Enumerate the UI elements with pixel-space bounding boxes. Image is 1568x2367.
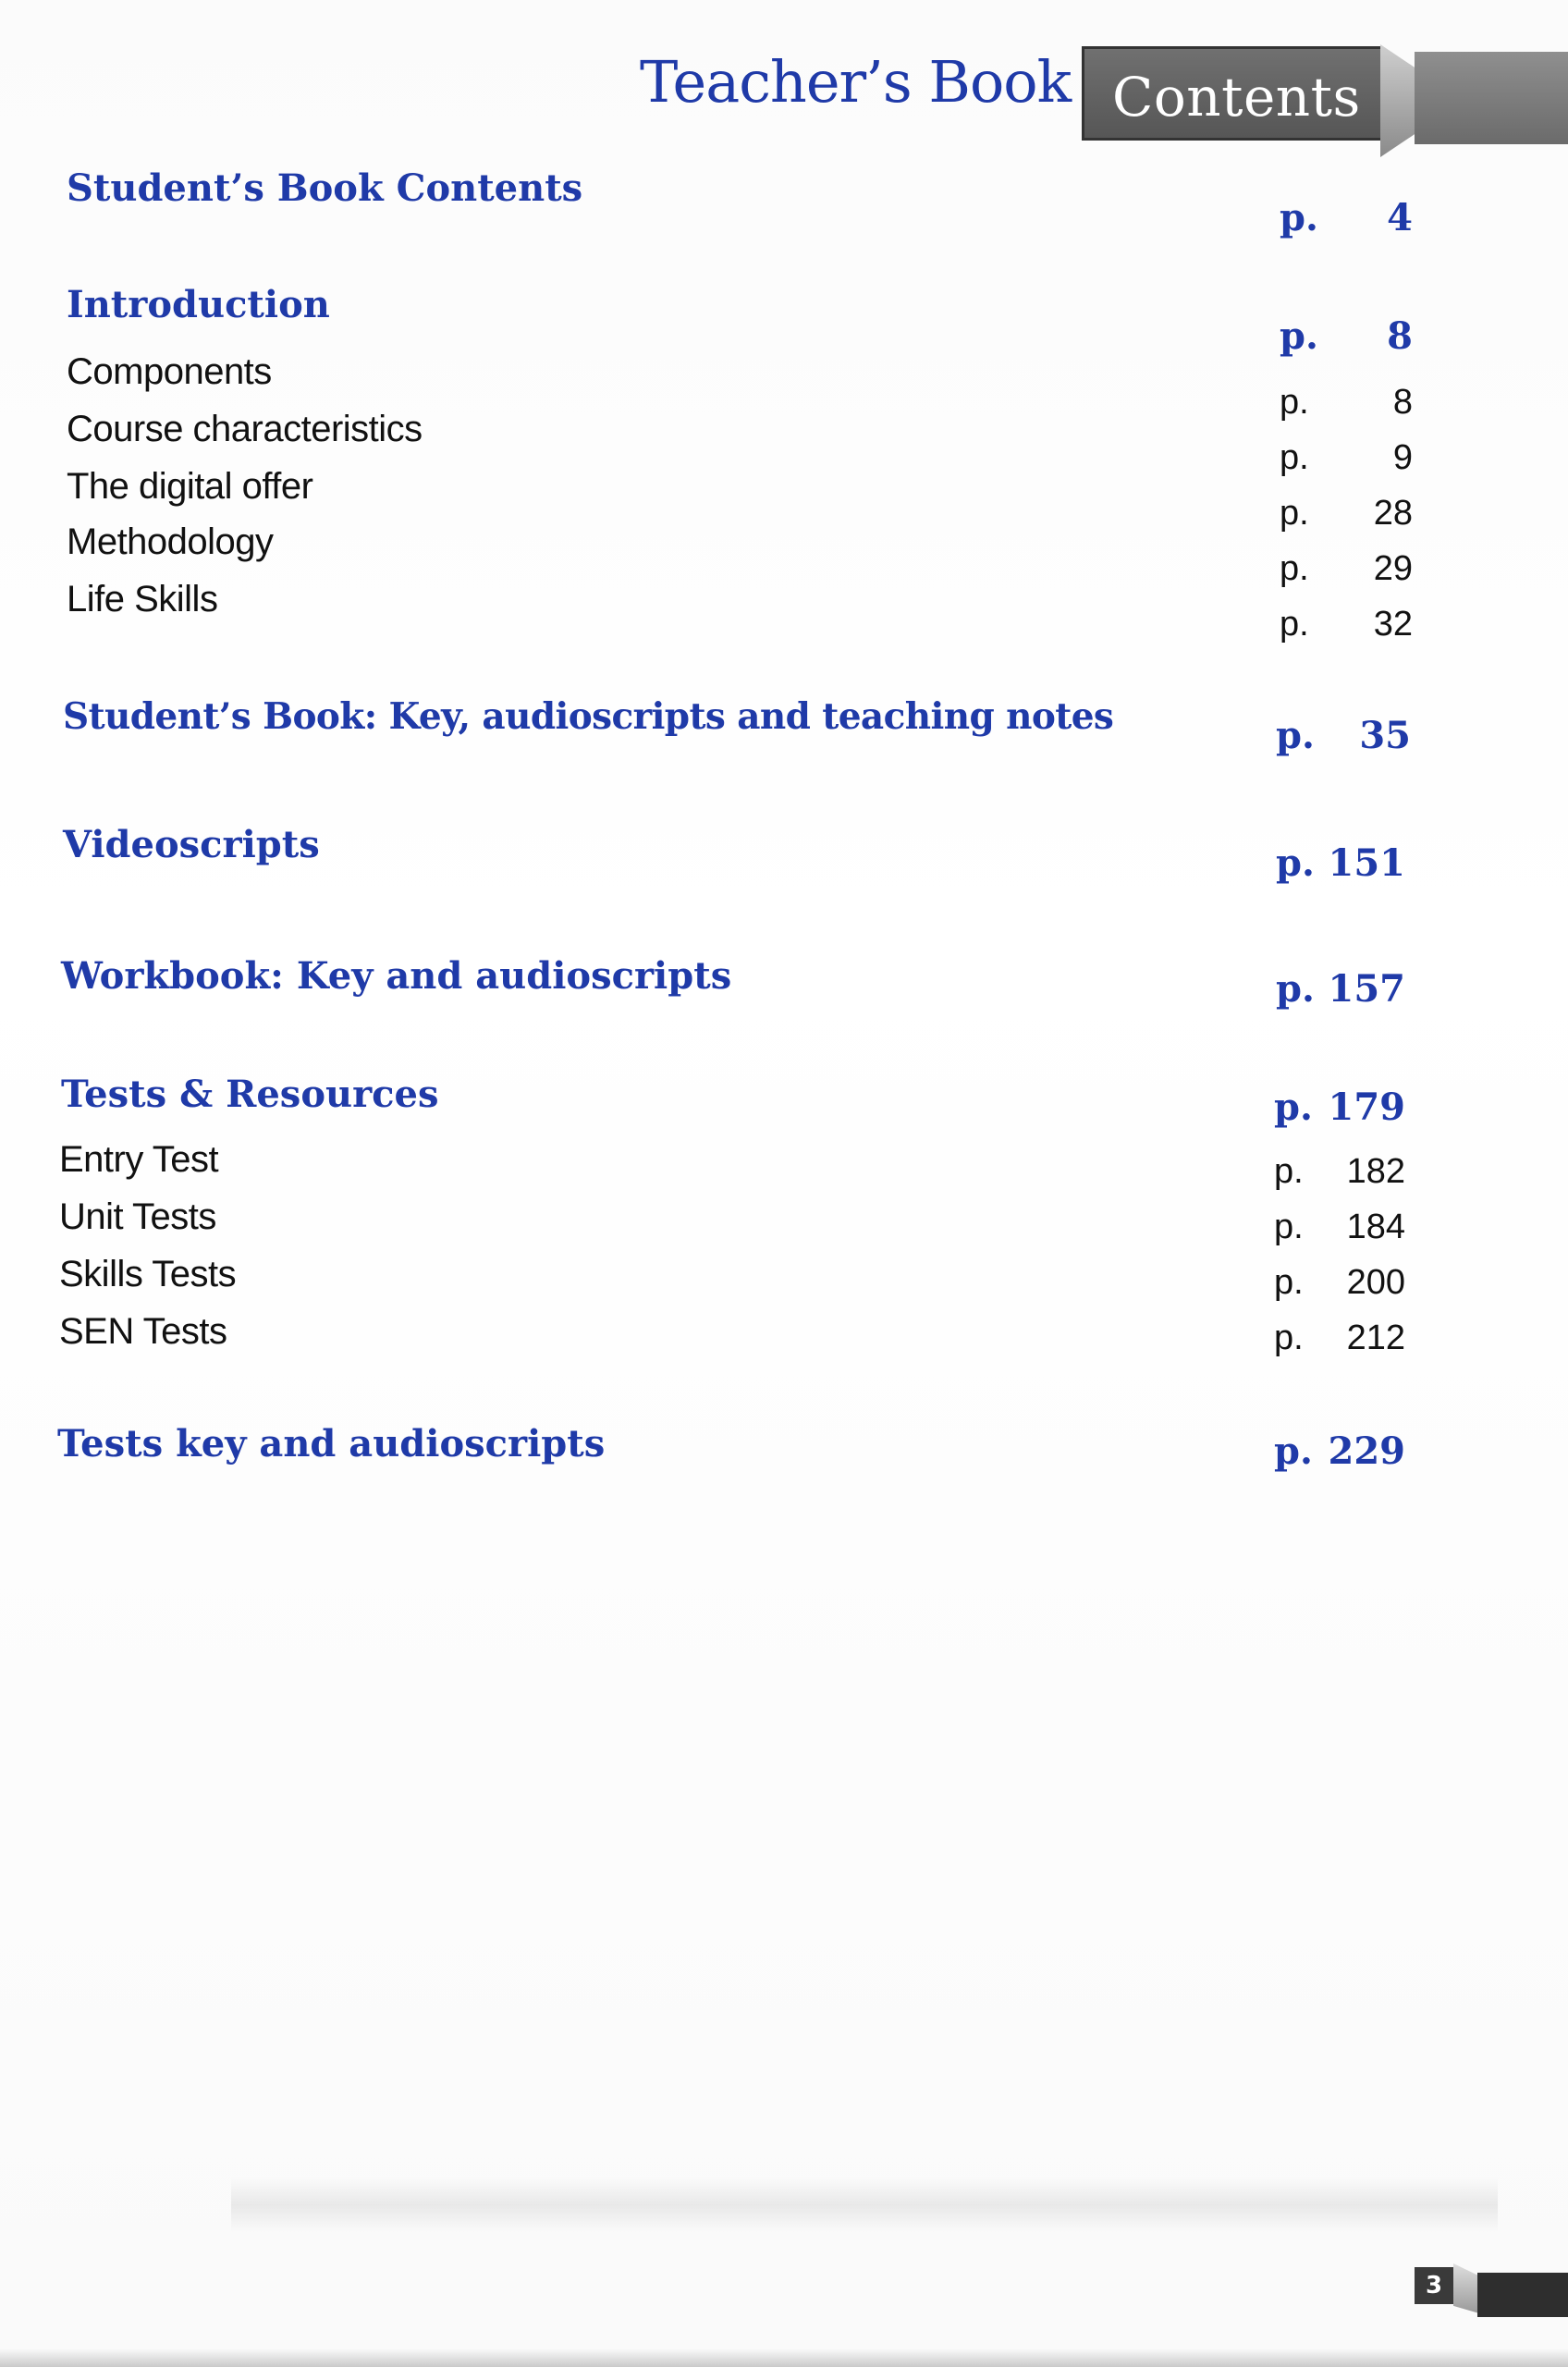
page-prefix: p. [1274, 1263, 1304, 1302]
page-number: 179 [1328, 1085, 1405, 1129]
page-prefix: p. [1280, 438, 1309, 477]
page-number-bar [1477, 2273, 1568, 2317]
tab-bevel [1380, 44, 1417, 157]
toc-heading-workbook: Workbook: Key and audioscripts [61, 954, 732, 998]
page-prefix: p. [1274, 1085, 1313, 1129]
page-prefix: p. [1276, 714, 1315, 757]
page-number: 32 [1373, 605, 1413, 644]
page-prefix: p. [1280, 196, 1318, 239]
page-number: 157 [1328, 967, 1405, 1011]
toc-item-unit-tests: Unit Tests [59, 1196, 216, 1237]
page-number-badge: 3 [1415, 2267, 1453, 2304]
page-number-bevel [1453, 2263, 1479, 2313]
toc-item-methodology: Methodology [67, 521, 274, 562]
toc-heading-tests-resources: Tests & Resources [61, 1073, 439, 1116]
page-number: 4 [1387, 196, 1413, 239]
page-prefix: p. [1280, 605, 1309, 644]
page-number: 182 [1346, 1152, 1405, 1191]
page-prefix: p. [1280, 549, 1309, 588]
page-number: 29 [1373, 549, 1413, 588]
page-prefix: p. [1274, 1429, 1313, 1473]
toc-heading-students-book-key: Student’s Book: Key, audioscripts and teaching notes [63, 695, 1114, 738]
toc-item-sen-tests: SEN Tests [59, 1311, 227, 1352]
page-number: 212 [1346, 1318, 1405, 1357]
tab-bar [1415, 52, 1568, 144]
page-number: 8 [1392, 383, 1413, 422]
toc-item-digital-offer: The digital offer [67, 466, 313, 507]
page-prefix: p. [1274, 1318, 1304, 1357]
contents-tab [1082, 46, 1383, 141]
footer-band [231, 2177, 1498, 2233]
toc-item-life-skills: Life Skills [67, 579, 218, 619]
contents-tab-label: Contents [1112, 66, 1361, 129]
page-prefix: p. [1276, 967, 1315, 1011]
book-title: Teacher’s Book [640, 48, 1072, 116]
page-prefix: p. [1280, 383, 1309, 422]
page-number: 28 [1373, 494, 1413, 533]
page-prefix: p. [1274, 1208, 1304, 1246]
page-number: 35 [1359, 714, 1411, 757]
toc-item-components: Components [67, 351, 272, 392]
bottom-shadow [0, 2349, 1568, 2367]
toc-heading-introduction: Introduction [67, 283, 330, 326]
page-number: 184 [1346, 1208, 1405, 1246]
page-number: 151 [1328, 841, 1405, 885]
page-prefix: p. [1280, 314, 1318, 358]
page-number: 8 [1387, 314, 1413, 358]
toc-heading-students-book-contents: Student’s Book Contents [67, 166, 583, 210]
toc-item-course-characteristics: Course characteristics [67, 409, 423, 449]
toc-heading-videoscripts: Videoscripts [63, 823, 320, 866]
page-prefix: p. [1276, 841, 1315, 885]
page-number: 229 [1328, 1429, 1405, 1473]
page-prefix: p. [1280, 494, 1309, 533]
page-prefix: p. [1274, 1152, 1304, 1191]
page-number: 200 [1346, 1263, 1405, 1302]
toc-item-entry-test: Entry Test [59, 1139, 219, 1180]
toc-heading-tests-key: Tests key and audioscripts [57, 1422, 606, 1466]
toc-item-skills-tests: Skills Tests [59, 1254, 237, 1294]
page-number: 9 [1392, 438, 1413, 477]
